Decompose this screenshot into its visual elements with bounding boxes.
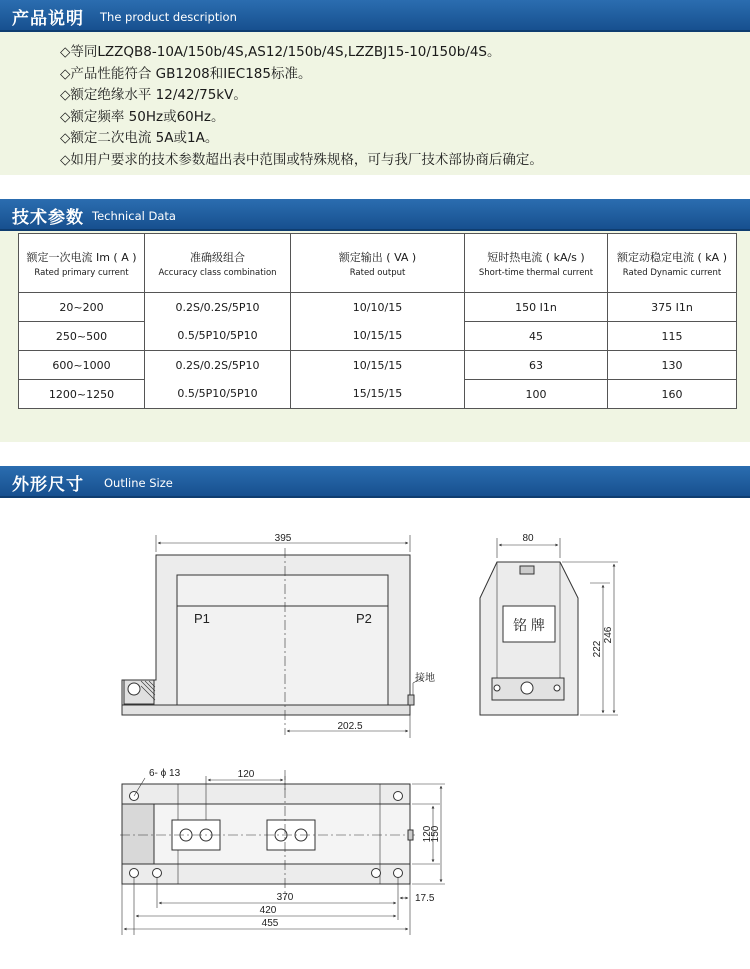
front-view — [122, 535, 422, 738]
description-item: ◇等同LZZQB8-10A/150b/4S,AS12/150b/4S,LZZBJ15-10/150b/4S。 — [60, 44, 501, 60]
dim-17-5-label: 17.5 — [415, 893, 435, 904]
nameplate-label: 铭 牌 — [513, 617, 545, 633]
table-cell: 15/15/15 — [291, 380, 465, 409]
top-view — [120, 770, 445, 935]
table-cell: 10/10/15 — [291, 293, 465, 322]
table-header-cell: 额定一次电流 Im ( A ) Rated primary current — [19, 234, 145, 293]
table-cell: 250~500 — [19, 322, 145, 351]
dim-420-label: 420 — [259, 905, 277, 916]
description-item: ◇产品性能符合 GB1208和IEC185标准。 — [60, 65, 312, 82]
description-item: ◇额定二次电流 5A或1A。 — [60, 130, 219, 146]
section-title-cn: 外形尺寸 — [12, 475, 84, 495]
side-view — [480, 538, 618, 715]
table-cell: 0.2S/0.2S/5P10 — [145, 351, 291, 380]
table-cell: 1200~1250 — [19, 380, 145, 409]
table-cell: 0.5/5P10/5P10 — [145, 380, 291, 409]
description-item: ◇如用户要求的技术参数超出表中范围或特殊规格，可与我厂技术部协商后确定。 — [60, 151, 543, 168]
dim-395-label: 395 — [274, 533, 292, 544]
table-cell: 20~200 — [19, 293, 145, 322]
section-title-cn: 技术参数 — [12, 208, 84, 228]
table-cell: 115 — [608, 322, 737, 351]
dim-202-5-label: 202.5 — [337, 721, 363, 732]
dim-120-label: 120 — [422, 825, 433, 843]
dim-150-label: 150 — [430, 825, 441, 843]
table-cell: 10/15/15 — [291, 351, 465, 380]
table-cell: 600~1000 — [19, 351, 145, 380]
table-header-cell: 额定输出 ( VA ) Rated output — [291, 234, 465, 293]
dim-120-spacing-label: 120 — [237, 769, 255, 780]
section-title-cn: 产品说明 — [12, 9, 84, 29]
dim-455-label: 455 — [261, 918, 279, 929]
table-cell: 0.5/5P10/5P10 — [145, 322, 291, 351]
dim-80-label: 80 — [522, 533, 534, 544]
table-cell: 45 — [465, 322, 608, 351]
table-cell: 150 I1n — [465, 293, 608, 322]
section-title-en: Technical Data — [92, 209, 176, 223]
table-header-cell: 额定动稳定电流 ( kA ) Rated Dynamic current — [608, 234, 737, 293]
terminal-p1-label: P1 — [194, 611, 210, 626]
ground-label: 接地 — [415, 673, 435, 684]
table-cell: 375 I1n — [608, 293, 737, 322]
description-item: ◇额定频率 50Hz或60Hz。 — [60, 108, 225, 125]
table-cell: 0.2S/0.2S/5P10 — [145, 293, 291, 322]
table-header-cell: 短时热电流 ( kA/s ) Short-time thermal current — [465, 234, 608, 293]
table-cell: 10/15/15 — [291, 322, 465, 351]
table-cell: 160 — [608, 380, 737, 409]
table-cell: 63 — [465, 351, 608, 380]
description-item: ◇额定绝缘水平 12/42/75kV。 — [60, 87, 247, 103]
table-cell: 100 — [465, 380, 608, 409]
dim-222-label: 222 — [592, 640, 603, 658]
table-cell: 130 — [608, 351, 737, 380]
section-title-en: The product description — [100, 10, 237, 24]
dim-370-label: 370 — [276, 892, 294, 903]
section-title-en: Outline Size — [104, 476, 173, 490]
table-header-cell: 准确级组合 Accuracy class combination — [145, 234, 291, 293]
dim-246-label: 246 — [603, 626, 614, 644]
terminal-p2-label: P2 — [356, 611, 372, 626]
hole-spec-label: 6- ϕ 13 — [149, 768, 181, 779]
